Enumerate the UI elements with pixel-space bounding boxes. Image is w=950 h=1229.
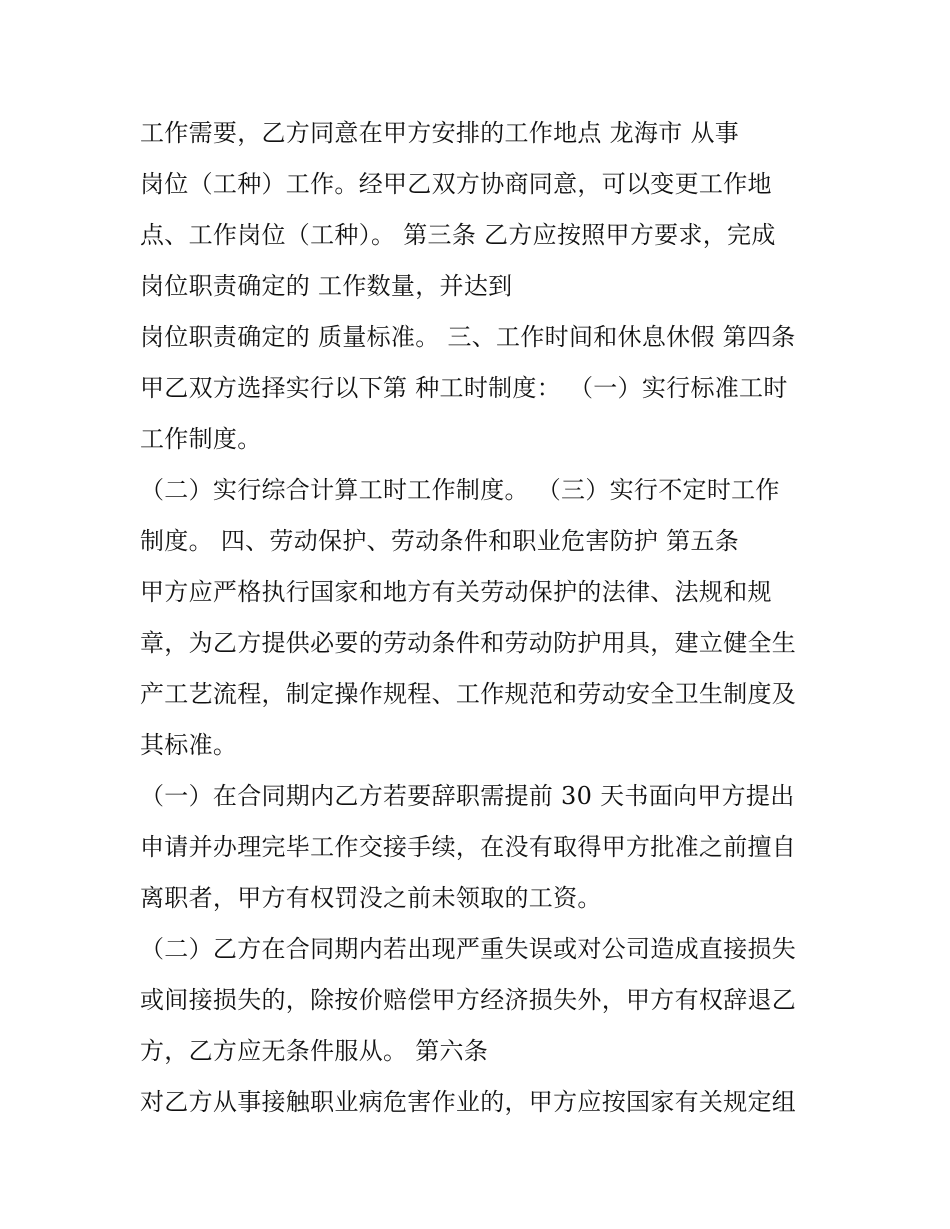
text-line: 离职者，甲方有权罚没之前未领取的工资。 bbox=[140, 884, 602, 912]
text-line: 对乙方从事接触职业病危害作业的，甲方应按国家有关规定组 bbox=[140, 1088, 797, 1116]
text-line: 制度。 四、劳动保护、劳动条件和职业危害防护 第五条 bbox=[140, 527, 740, 555]
text-line: 岗位职责确定的 工作数量，并达到 bbox=[140, 272, 513, 300]
text-line: 岗位职责确定的 质量标准。 三、工作时间和休息休假 第四条 bbox=[140, 323, 796, 351]
text-line: 点、工作岗位（工种）。 第三条 乙方应按照甲方要求，完成 bbox=[140, 221, 776, 249]
text-line: 申请并办理完毕工作交接手续，在没有取得甲方批准之前擅自 bbox=[140, 833, 797, 861]
text-line: 甲方应严格执行国家和地方有关劳动保护的法律、法规和规 bbox=[140, 578, 772, 606]
text-line: 章，为乙方提供必要的劳动条件和劳动防护用具，建立健全生 bbox=[140, 629, 797, 657]
text-line: 甲乙双方选择实行以下第 种工时制度： （一）实行标准工时 bbox=[140, 374, 788, 402]
text-line: （二）实行综合计算工时工作制度。 （三）实行不定时工作 bbox=[140, 476, 780, 504]
text-line: 岗位（工种）工作。经甲乙双方协商同意，可以变更工作地 bbox=[140, 170, 772, 198]
text-line: 或间接损失的，除按价赔偿甲方经济损失外，甲方有权辞退乙 bbox=[140, 986, 797, 1014]
document-body bbox=[140, 108, 840, 1128]
text-line: （二）乙方在合同期内若出现严重失误或对公司造成直接损失 bbox=[140, 935, 797, 963]
text-line: （一）在合同期内乙方若要辞职需提前 30 天书面向甲方提出 bbox=[140, 782, 795, 810]
text-line: 工作制度。 bbox=[140, 425, 262, 453]
text-line: 产工艺流程，制定操作规程、工作规范和劳动安全卫生制度及 bbox=[140, 680, 797, 708]
text-line: 方，乙方应无条件服从。 第六条 bbox=[140, 1037, 489, 1065]
text-line: 其标准。 bbox=[140, 731, 238, 759]
text-line: 工作需要，乙方同意在甲方安排的工作地点 龙海市 从事 bbox=[140, 119, 740, 147]
